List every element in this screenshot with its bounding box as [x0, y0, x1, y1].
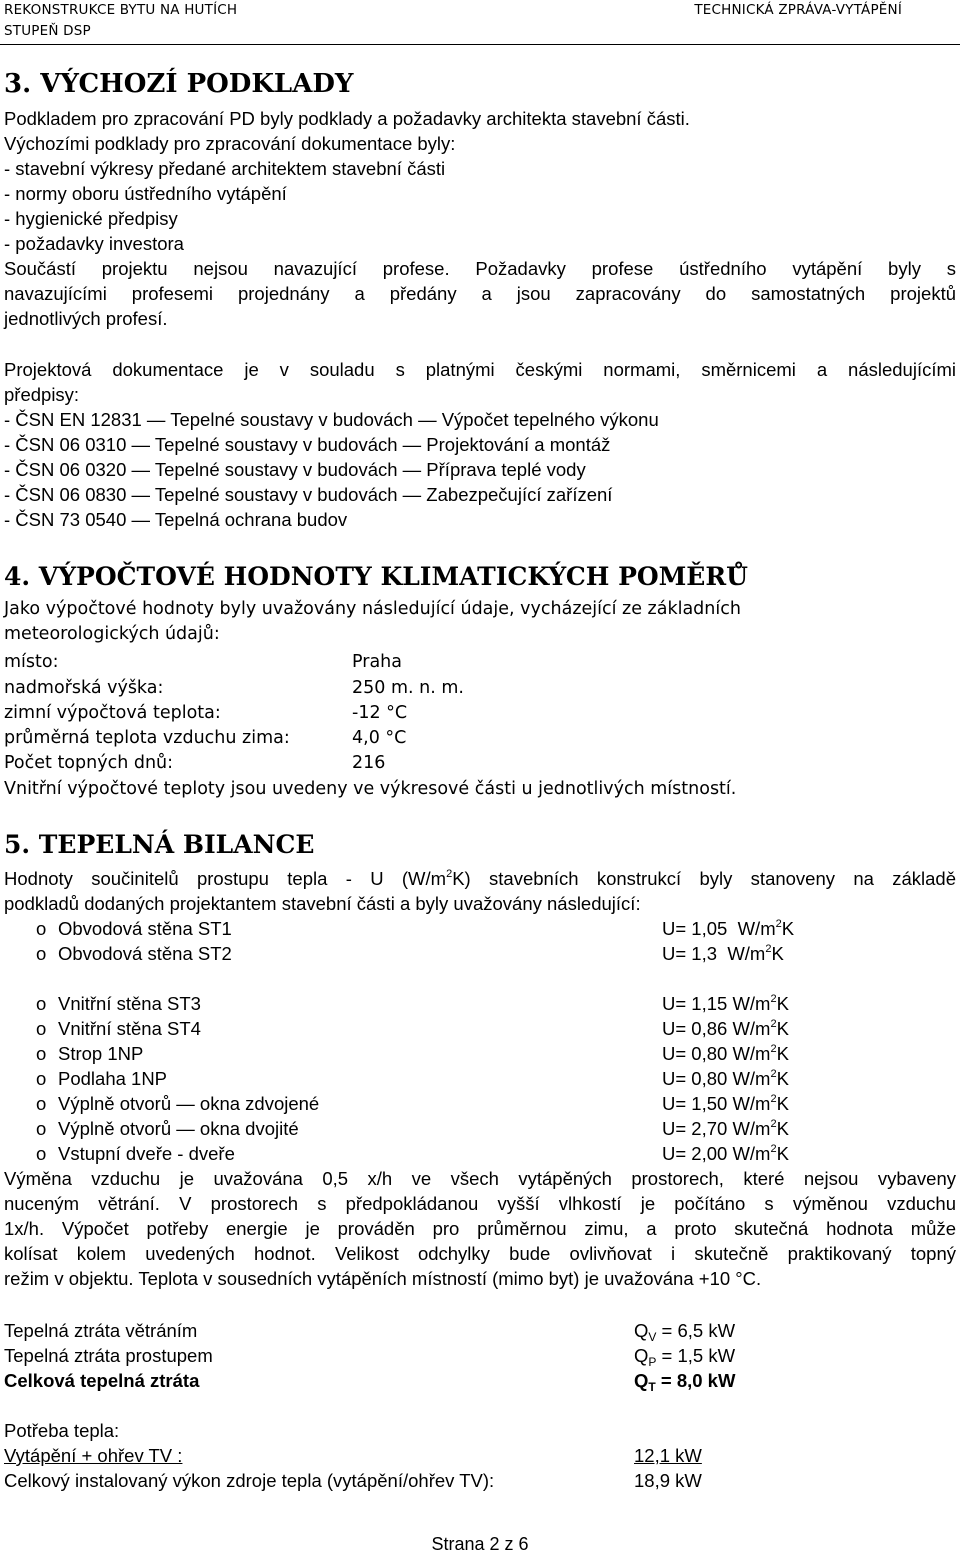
climate-label: nadmořská výška: — [4, 678, 164, 698]
list-item: - hygienické předpisy — [4, 208, 178, 229]
u-value-bullet: o — [36, 1043, 47, 1064]
section-4-heading: 4. VÝPOČTOVÉ HODNOTY KLIMATICKÝCH POMĚRŮ — [4, 562, 748, 591]
section-4-note: Vnitřní výpočtové teploty jsou uvedeny ve výkresové části u jednotlivých místností. — [4, 779, 737, 799]
u-value-name: Podlaha 1NP — [58, 1068, 168, 1089]
installed-power-value: 18,9 kW — [634, 1470, 702, 1491]
u-value: U= 2,70 $W/m^2K$ — [662, 1118, 789, 1139]
section-5-heading: 5. TEPELNÁ BILANCE — [4, 830, 315, 859]
climate-label: zimní výpočtová teplota: — [4, 703, 221, 723]
header-stage: STUPEŇ DSP — [4, 23, 91, 39]
heat-demand-title: Potřeba tepla: — [4, 1420, 120, 1441]
u-value-bullet: o — [36, 943, 47, 964]
climate-label: místo: — [4, 652, 59, 672]
norms-intro-line-2: předpisy: — [4, 384, 80, 405]
section-4-intro-line-1: Jako výpočtové hodnoty byly uvažovány následující údaje, vycházející ze základních — [4, 599, 741, 619]
u-value: U= 0,80 $W/m^2K$ — [662, 1068, 789, 1089]
u-value-bullet: o — [36, 918, 47, 939]
section-5-intro-line-2: podkladů dodaných projektantem stavební části a byly uvažovány následující: — [4, 893, 641, 914]
ventilation-line-3: 1x/h. Výpočet potřeby energie je prováděn pro průměrnou zimu, a proto skutečná hodnota může — [4, 1218, 956, 1239]
u-value-name: Vstupní dveře - dveře — [58, 1143, 235, 1164]
u-value-bullet: o — [36, 1118, 47, 1139]
header-report-title: TECHNICKÁ ZPRÁVA-VYTÁPĚNÍ — [694, 2, 902, 18]
u-value-name: Obvodová stěna ST1 — [58, 918, 232, 939]
heat-demand-label: Vytápění + ohřev TV : — [4, 1445, 183, 1466]
page-number: Strana 2 z 6 — [431, 1534, 529, 1554]
ventilation-line-5: režim v objektu. Teplota v sousedních vytápěních místností (mimo byt) je uvažována +10 °C. — [4, 1268, 762, 1289]
u-value: U= 1,05 $W/m^2K$ — [662, 918, 795, 939]
section-3-paragraph-2: Výchozími podklady pro zpracování dokumentace byly: — [4, 133, 456, 154]
u-value: U= 0,80 $W/m^2K$ — [662, 1043, 789, 1064]
list-item: - požadavky investora — [4, 233, 184, 254]
u-value-bullet: o — [36, 993, 47, 1014]
u-value-name: Strop 1NP — [58, 1043, 144, 1064]
norm-item: - ČSN 06 0830 — Tepelné soustavy v budovách — Zabezpečující zařízení — [4, 484, 613, 505]
norm-item: - ČSN 06 0320 — Tepelné soustavy v budovách — Příprava teplé vody — [4, 459, 586, 480]
climate-value: 216 — [352, 753, 386, 773]
u-value: U= 1,15 $W/m^2K$ — [662, 993, 789, 1014]
norm-item: - ČSN EN 12831 — Tepelné soustavy v budovách — Výpočet tepelného výkonu — [4, 409, 659, 430]
climate-label: Počet topných dnů: — [4, 753, 174, 773]
header-project-title: REKONSTRUKCE BYTU NA HUTÍCH — [4, 2, 238, 18]
u-value-name: Obvodová stěna ST2 — [58, 943, 232, 964]
list-item: - stavební výkresy předané architektem stavební části — [4, 158, 446, 179]
list-item: - normy oboru ústředního vytápění — [4, 183, 287, 204]
u-value-bullet: o — [36, 1068, 47, 1089]
norm-item: - ČSN 06 0310 — Tepelné soustavy v budovách — Projektování a montáž — [4, 434, 611, 455]
climate-value: Praha — [352, 652, 402, 672]
heat-loss-label: Tepelná ztráta větráním — [4, 1320, 198, 1341]
u-value-name: Výplně otvorů — okna zdvojené — [58, 1093, 320, 1114]
u-value: U= 2,00 $W/m^2K$ — [662, 1143, 789, 1164]
total-heat-loss-value: $Q_T = 8,0$ kW — [634, 1370, 736, 1394]
climate-value: 4,0 °C — [352, 728, 407, 748]
norms-intro-line-1: Projektová dokumentace je v souladu s platnými českými normami, směrnicemi a následujícími — [4, 359, 956, 380]
ventilation-line-2: nuceným větrání. V prostorech s předpokládanou vyšší vlhkostí je počítáno s výměnou vzduchu — [4, 1193, 956, 1214]
section-3-paragraph-3-line-3: jednotlivých profesí. — [4, 308, 168, 329]
u-value-name: Vnitřní stěna ST3 — [58, 993, 201, 1014]
header-divider — [0, 44, 960, 45]
u-value: U= 1,3 $W/m^2K$ — [662, 943, 784, 964]
heat-demand-value: 12,1 kW — [634, 1445, 702, 1466]
ventilation-line-4: kolísat kolem uvedených hodnot. Velikost odchylky bude ovlivňovat i skutečně praktikovaný topný — [4, 1243, 956, 1264]
section-3-paragraph-3-line-2: navazujícími profesemi projednány a předány a jsou zapracovány do samostatných projektů — [4, 283, 956, 304]
installed-power-label: Celkový instalovaný výkon zdroje tepla (vytápění/ohřev TV): — [4, 1470, 495, 1491]
section-3-heading: 3. VÝCHOZÍ PODKLADY — [4, 69, 354, 99]
u-value-bullet: o — [36, 1143, 47, 1164]
climate-value: -12 °C — [352, 703, 408, 723]
u-value-name: Vnitřní stěna ST4 — [58, 1018, 201, 1039]
section-4-intro-line-2: meteorologických údajů: — [4, 624, 220, 644]
u-value-bullet: o — [36, 1018, 47, 1039]
ventilation-line-1: Výměna vzduchu je uvažována 0,5 x/h ve všech vytápěných prostorech, které nejsou vybaveny — [4, 1168, 956, 1189]
u-value-bullet: o — [36, 1093, 47, 1114]
norm-item: - ČSN 73 0540 — Tepelná ochrana budov — [4, 509, 348, 530]
section-5-intro-line-1: Hodnoty součinitelů prostupu tepla - U $(W/m^2K)$ stavebních konstrukcí byly stanoveny na základě — [4, 868, 957, 889]
total-heat-loss-label: Celková tepelná ztráta — [4, 1370, 200, 1391]
section-3-paragraph-1: Podkladem pro zpracování PD byly podklady a požadavky architekta stavební části. — [4, 108, 690, 129]
u-value: U= 0,86 $W/m^2K$ — [662, 1018, 789, 1039]
heat-loss-value: $Q_P = 1,5$ kW — [634, 1345, 736, 1369]
climate-label: průměrná teplota vzduchu zima: — [4, 728, 290, 748]
u-value-name: Výplně otvorů — okna dvojité — [58, 1118, 299, 1139]
section-3-paragraph-3-line-1: Součástí projektu nejsou navazující profese. Požadavky profese ústředního vytápění byly s — [4, 258, 956, 279]
u-value: U= 1,50 $W/m^2K$ — [662, 1093, 789, 1114]
heat-loss-value: $Q_V = 6,5$ kW — [634, 1320, 736, 1344]
climate-value: 250 m. n. m. — [352, 678, 464, 698]
heat-loss-label: Tepelná ztráta prostupem — [4, 1345, 213, 1366]
